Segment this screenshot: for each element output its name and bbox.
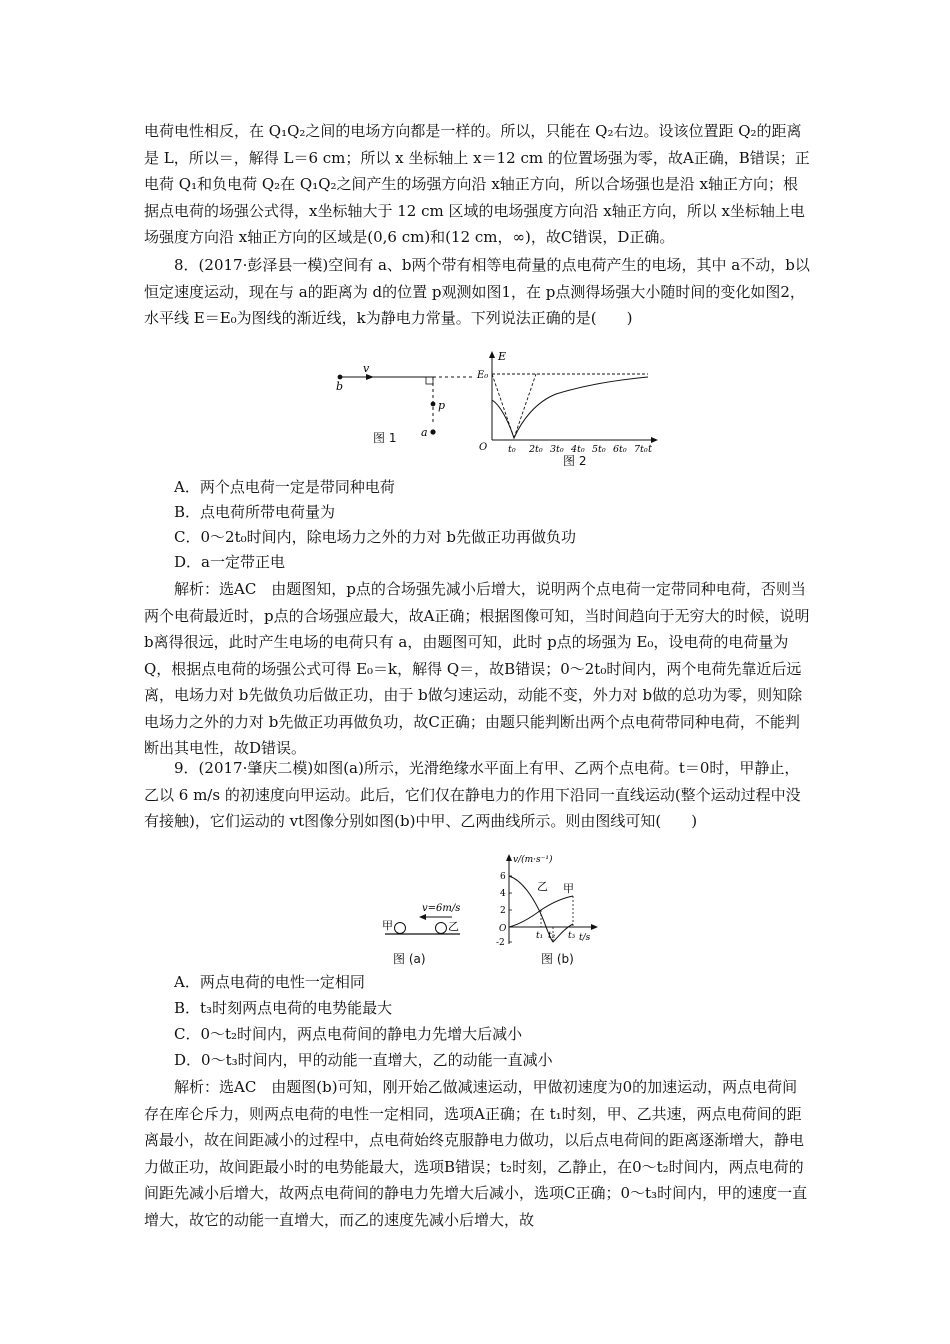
option-9c: C．0～t₂时间内，两点电荷间的静电力先增大后减小 — [174, 1025, 523, 1043]
e0-label: E₀ — [477, 370, 489, 381]
figure-b-caption: 图 (b) — [541, 952, 574, 966]
axis-t-label: t — [648, 444, 653, 455]
answer-8-analysis: 解析：选AC 由题图知，p点的合场强先减小后增大，说明两个点电荷一定带同种电荷，否则当两个电荷最近时，p点的合场强应最大，故A正确；根据图像可知，当时间趋向于无穷大的时候，说明 b离得很远，此时产生电场的电荷只有 a，由题图可知，此时 p点的场强为 E₀，设电荷的电荷量为 Q，根据点电荷的场强公式可得 E₀＝k，解得 Q＝，故B错误；0～2t₀时间内，两个电荷先靠近后远离，电场力对 b先做负功后做正功，由于 b做匀速运动，动能不变，外力对 b做的总功为零，则知除电场力之外的力对 b先做正功再做负功，故C正确；由题只能判断出两个点电荷带同种电荷，不能判断出其电性，故D错误。 — [144, 580, 810, 757]
option-9a: A．两点电荷的电性一定相同 — [174, 973, 365, 991]
answer-9-analysis: 解析：选AC 由题图(b)可知，刚开始乙做减速运动，甲做初速度为0的加速运动，两点电荷间存在库仑斥力，则两点电荷的电性一定相同，选项A正确；在 t₁时刻，甲、乙共速，两点电荷间的距离最小，故在间距减小的过程中，点电荷始终克服静电力做功，以后点电荷间的距离逐渐增大，静电力做正功，故间距最小时的电势能最大，选项B错误；t₂时刻，乙静止，在0～t₂时间内，两点电荷的间距先减小后增大，故两点电荷间的静电力先增大后减小，选项C正确；0～t₃时间内，甲的速度一直增大，故它的动能一直增大，而乙的速度先减小后增大，故 — [144, 1078, 808, 1229]
label-p: p — [438, 399, 446, 412]
xtick-t1: t₁ — [536, 931, 544, 941]
figure-2-caption: 图 2 — [563, 454, 587, 468]
option-8c: C．0～2t₀时间内，除电场力之外的力对 b先做正功再做负功 — [174, 528, 576, 546]
tick-4t0: 4t₀ — [571, 444, 585, 455]
figure-a-diagram — [370, 893, 470, 943]
tick-7t0: 7t₀ — [634, 444, 648, 455]
tick-t0: t₀ — [508, 444, 516, 455]
tick-3t0: 3t₀ — [550, 444, 564, 455]
jia-label-b: 甲 — [563, 882, 574, 895]
figure-2-graph — [470, 350, 670, 460]
figure-1-caption: 图 1 — [373, 431, 397, 445]
ytick-2: 2 — [500, 906, 506, 916]
ytick-4: 4 — [500, 889, 506, 899]
question-9-stem: 9．(2017·肇庆二模)如图(a)所示，光滑绝缘水平面上有甲、乙两个点电荷。t＝0时，甲静止，乙以 6 m/s 的初速度向甲运动。此后，它们仅在静电力的作用下沿同一直线运动(整个运动过程中没有接触)，它们运动的 vt图像分别如图(b)中甲、乙两曲线所示。则由图线可知( ) — [144, 759, 801, 830]
point-p-dot — [431, 402, 436, 407]
charge-b-dot — [338, 375, 343, 380]
axis-v-label: v/(m·s⁻¹) — [513, 855, 553, 865]
intro-paragraph: 电荷电性相反，在 Q₁Q₂之间的电场方向都是一样的。所以，只能在 Q₂右边。设该位置距 Q₂的距离是 L，所以＝，解得 L＝6 cm；所以 x 坐标轴上 x＝12 cm 的位置场强为零，故A正确，B错误；正电荷 Q₁和负电荷 Q₂在 Q₁Q₂之间产生的场强方向沿 x轴正方向，所以合场强也是沿 x轴正方向；根据点电荷的场强公式得，x坐标轴大于 12 cm 区域的电场强度方向沿 x轴正方向，所以 x坐标轴上电场强度方向沿 x轴正方向的区域是(0,6 cm)和(12 cm，∞)，故C错误，D正确。 — [144, 122, 810, 246]
question-8-stem: 8．(2017·彭泽县一模)空间有 a、b两个带有相等电荷量的点电荷产生的电场，其中 a不动，b以恒定速度运动，现在与 a的距离为 d的位置 p观测如图1，在 p点测得场强大小随时间的变化如图2，水平线 E＝E₀为图线的渐近线，k为静电力常量。下列说法正确的是( ) — [144, 256, 810, 327]
tick-6t0: 6t₀ — [613, 444, 627, 455]
axis-t-label-b: t/s — [579, 933, 591, 943]
origin-label-b: O — [499, 924, 507, 934]
option-8d: D．a一定带正电 — [174, 553, 285, 571]
option-8a: A．两个点电荷一定是带同种电荷 — [174, 478, 395, 496]
axis-e-label: E — [498, 350, 507, 363]
label-b: b — [336, 380, 344, 393]
yi-label-a: 乙 — [448, 920, 459, 933]
figure-a-caption: 图 (a) — [393, 952, 426, 966]
jia-label-a: 甲 — [382, 919, 393, 932]
ytick-neg2: -2 — [496, 938, 505, 948]
xtick-t3: t₃ — [568, 931, 576, 941]
label-a: a — [421, 426, 428, 439]
option-9b: B．t₃时刻两点电荷的电势能最大 — [174, 999, 393, 1017]
figure-b-graph — [495, 852, 605, 947]
option-8b: B．点电荷所带电荷量为 — [174, 503, 336, 521]
xtick-t2: t₂ — [548, 931, 556, 941]
label-v: v — [363, 362, 370, 375]
option-9d: D．0～t₃时间内，甲的动能一直增大，乙的动能一直减小 — [174, 1051, 553, 1069]
ytick-6: 6 — [500, 872, 506, 882]
yi-label-b: 乙 — [537, 880, 548, 893]
tick-5t0: 5t₀ — [592, 444, 606, 455]
charge-a-dot — [430, 429, 435, 434]
speed-label: v=6m/s — [422, 903, 461, 914]
origin-label: O — [479, 442, 488, 453]
tick-2t0: 2t₀ — [529, 444, 543, 455]
